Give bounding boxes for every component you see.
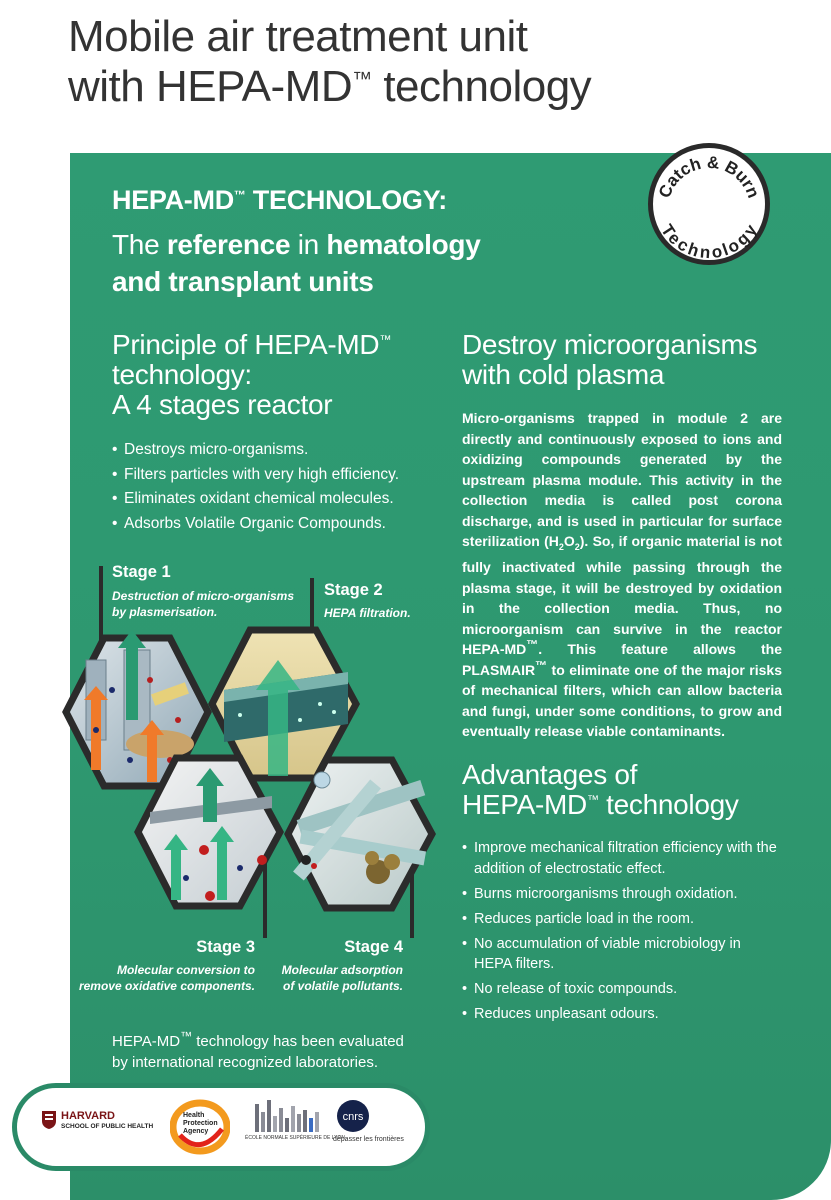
stage1-description: Destruction of micro-organisms by plasmerisation.	[112, 589, 295, 619]
title-line-2: with HEPA-MD™ technology	[68, 62, 592, 111]
principle-title: Principle of HEPA-MD™ technology: A 4 stages reactor	[112, 329, 392, 420]
technology-heading: HEPA-MD™ TECHNOLOGY:	[112, 185, 448, 215]
stage4-label: Stage 4	[344, 938, 403, 956]
ens-lyon-text: ÉCOLE NORMALE SUPÉRIEURE DE LYON	[245, 1135, 345, 1141]
list-item: • Filters particles with very high efficiency.	[112, 463, 442, 488]
reference-subheading: The reference in hematology and transplant units	[112, 229, 481, 297]
list-item: • Reduces unpleasant odours.	[462, 1004, 782, 1025]
stage1-label: Stage 1	[112, 563, 171, 581]
list-item: • Adsorbs Volatile Organic Compounds.	[112, 512, 442, 537]
stage4-description: Molecular adsorption of volatile pollutants.	[281, 963, 403, 993]
stage2-label: Stage 2	[324, 581, 383, 599]
hpa-text: Health Protection Agency	[183, 1112, 218, 1135]
advantages-title: Advantages of HEPA-MD™ technology	[462, 759, 739, 820]
list-item: • Eliminates oxidant chemical molecules.	[112, 487, 442, 512]
partner-logos: HARVARD SCHOOL OF PUBLIC HEALTH Health Protection Agency ÉCOLE NORMALE SUPÉRIEURE DE LYON cnrs dépasser les frontières	[12, 1083, 430, 1171]
stamp-bottom-text: Technology	[657, 221, 761, 263]
advantages-list	[462, 838, 782, 1029]
stamp-top-text: Catch & Burn	[654, 152, 764, 201]
title-line-1: Mobile air treatment unit	[68, 12, 528, 61]
evaluation-note: HEPA-MD™ technology has been evaluated by international recognized laboratories.	[112, 1029, 404, 1071]
cnrs-logo	[335, 1098, 375, 1134]
cnrs-tagline: dépasser les frontières	[333, 1136, 404, 1143]
destroy-paragraph: Micro-organisms trapped in module 2 are directly and continuously exposed to ions and oxidizing compounds generated by the upstream plasma module. This activity in the collection media is called post corona discharge, and is used in particular for surface sterilization $(H_2O_2)$. So, if organic material is not fully inactivated while passing through the plasma stage, it will be destroyed by oxidation in the collection media. Thus, no microorganism can survive in the reactor HEPA-MD™. This feature allows the PLASMAIR™ to eliminate one of the major risks of mechanical filters, which can allow bacteria and fungi, under some conditions, to grow and eventually release viable contaminants.	[462, 410, 782, 740]
harvard-shield-icon	[41, 1110, 57, 1130]
svg-text:cnrs: cnrs	[342, 1111, 364, 1123]
destroy-title: Destroy microorganisms with cold plasma	[462, 329, 758, 390]
list-item: • Improve mechanical filtration efficiency with the addition of electrostatic effect.	[462, 838, 782, 879]
list-item: • No accumulation of viable microbiology in HEPA filters.	[462, 934, 782, 975]
list-item: • No release of toxic compounds.	[462, 979, 782, 1000]
ens-lyon-logo	[249, 1098, 329, 1134]
stage3-label: Stage 3	[196, 938, 255, 956]
list-item: • Burns microorganisms through oxidation.	[462, 884, 782, 905]
stage2-description: HEPA filtration.	[324, 606, 411, 620]
stage3-description: Molecular conversion to remove oxidative components.	[78, 963, 255, 993]
list-item: • Reduces particle load in the room.	[462, 909, 782, 930]
list-item: • Destroys micro-organisms.	[112, 438, 442, 463]
